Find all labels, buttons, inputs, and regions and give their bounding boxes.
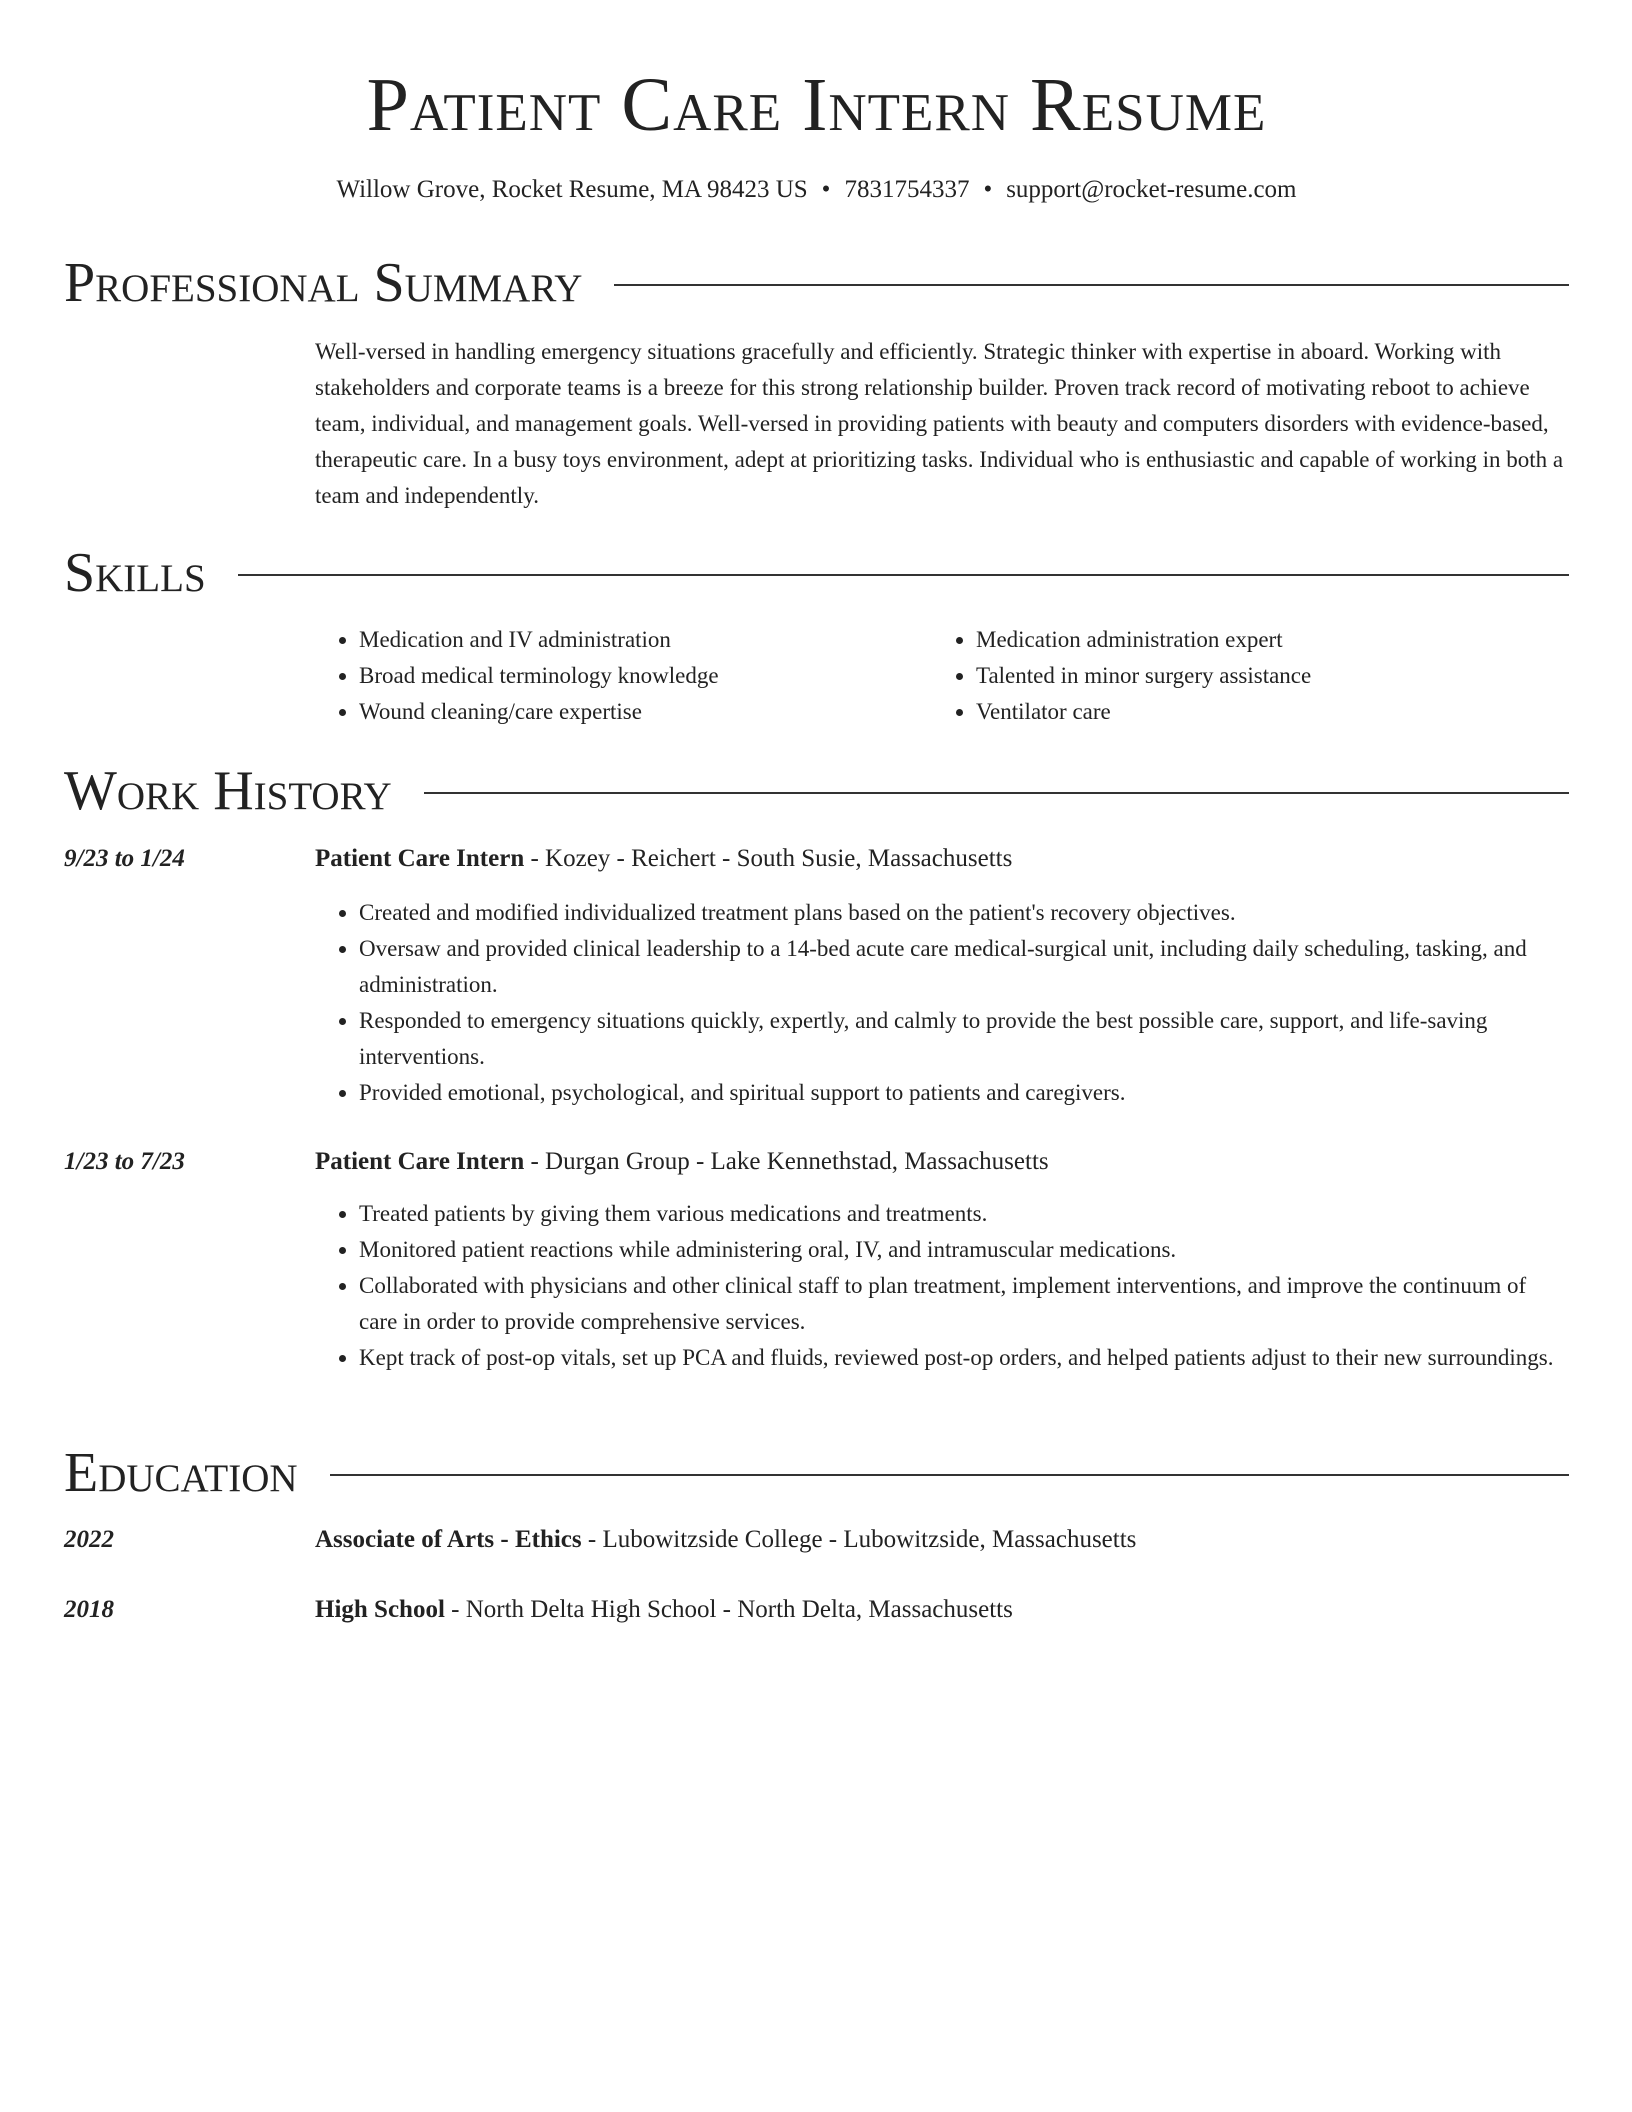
work-bullet: • Treated patients by giving them various medications and treatments. [359,1196,1569,1232]
education-school: - North Delta High School - North Delta, Massachusetts [444,1596,1013,1623]
summary-section-header [64,250,1569,316]
skill-item: • Broad medical terminology knowledge [359,658,932,694]
work-title-line [315,1144,1569,1180]
education-degree: High School [315,1596,445,1623]
contact-phone: 7831754337 [844,176,970,203]
education-title-line [315,1592,1569,1628]
section-divider [330,1474,1569,1476]
skill-item: • Wound cleaning/care expertise [359,694,932,730]
work-bullet: • Kept track of post-op vitals, set up PCA and fluids, reviewed post-op orders, and helped patients adjust to their new surroundings. [359,1340,1569,1376]
skill-item: • Ventilator care [976,694,1549,730]
skill-item: • Talented in minor surgery assistance [976,658,1549,694]
work-section-header [64,758,1569,824]
skills-list-left [315,622,932,730]
contact-separator: • [983,176,993,203]
work-bullets [315,895,1569,1111]
skill-item: • Medication administration expert [976,622,1549,658]
section-divider [238,574,1569,576]
work-title-line [315,841,1569,877]
summary-section-title: Professional Summary [64,252,583,314]
skills-block [315,622,1569,730]
section-divider [424,792,1569,794]
work-role: Patient Care Intern [315,1148,525,1175]
skills-grid [315,622,1569,730]
education-year: 2018 [64,1596,114,1623]
resume-title: Patient Care Intern Resume [366,63,1267,147]
work-section-title: Work History [64,760,392,822]
skills-list-right [932,622,1549,730]
work-employer: - Kozey - Reichert - South Susie, Massachusetts [524,845,1013,872]
work-bullet: • Created and modified individualized treatment plans based on the patient's recovery objectives. [359,895,1569,931]
work-employer: - Durgan Group - Lake Kennethstad, Massachusetts [524,1148,1049,1175]
education-degree: Associate of Arts - Ethics [315,1526,582,1553]
work-bullet: • Provided emotional, psychological, and spiritual support to patients and caregivers. [359,1075,1569,1111]
work-dates: 9/23 to 1/24 [64,845,185,872]
work-bullet: • Oversaw and provided clinical leadership to a 14-bed acute care medical-surgical unit, including daily scheduling, tasking, and administration. [359,931,1569,1003]
summary-text: Well-versed in handling emergency situations gracefully and efficiently. Strategic thinker with expertise in aboard. Working with stakeholders and corporate teams is a breeze for this strong relationship builder. Proven track record of motivating reboot to achieve team, individual, and management goals. Well-versed in providing patients with beauty and computers disorders with evidence-based, therapeutic care. In a busy toys environment, adept at prioritizing tasks. Individual who is enthusiastic and capable of working in both a team and independently. [315,339,1564,508]
education-title-line [315,1522,1569,1558]
summary-block [315,334,1569,514]
work-bullet: • Responded to emergency situations quickly, expertly, and calmly to provide the best possible care, support, and life-saving interventions. [359,1003,1569,1075]
education-section-title: Education [64,1442,298,1504]
work-bullet: • Collaborated with physicians and other clinical staff to plan treatment, implement interventions, and improve the continuum of care in order to provide comprehensive services. [359,1268,1569,1340]
skills-section-header [64,540,1569,606]
work-dates: 1/23 to 7/23 [64,1148,185,1175]
education-school: - Lubowitzside College - Lubowitzside, Massachusetts [581,1526,1137,1553]
education-year: 2022 [64,1526,114,1553]
skills-section-title: Skills [64,542,206,604]
education-section-header [64,1440,1569,1506]
work-bullet: • Monitored patient reactions while administering oral, IV, and intramuscular medications. [359,1232,1569,1268]
contact-address: Willow Grove, Rocket Resume, MA 98423 US [336,176,808,203]
contact-separator: • [821,176,831,203]
work-role: Patient Care Intern [315,845,525,872]
contact-email: support@rocket-resume.com [1006,176,1297,203]
contact-line [64,172,1569,208]
work-bullets [315,1196,1569,1376]
skill-item: • Medication and IV administration [359,622,932,658]
section-divider [614,284,1569,286]
